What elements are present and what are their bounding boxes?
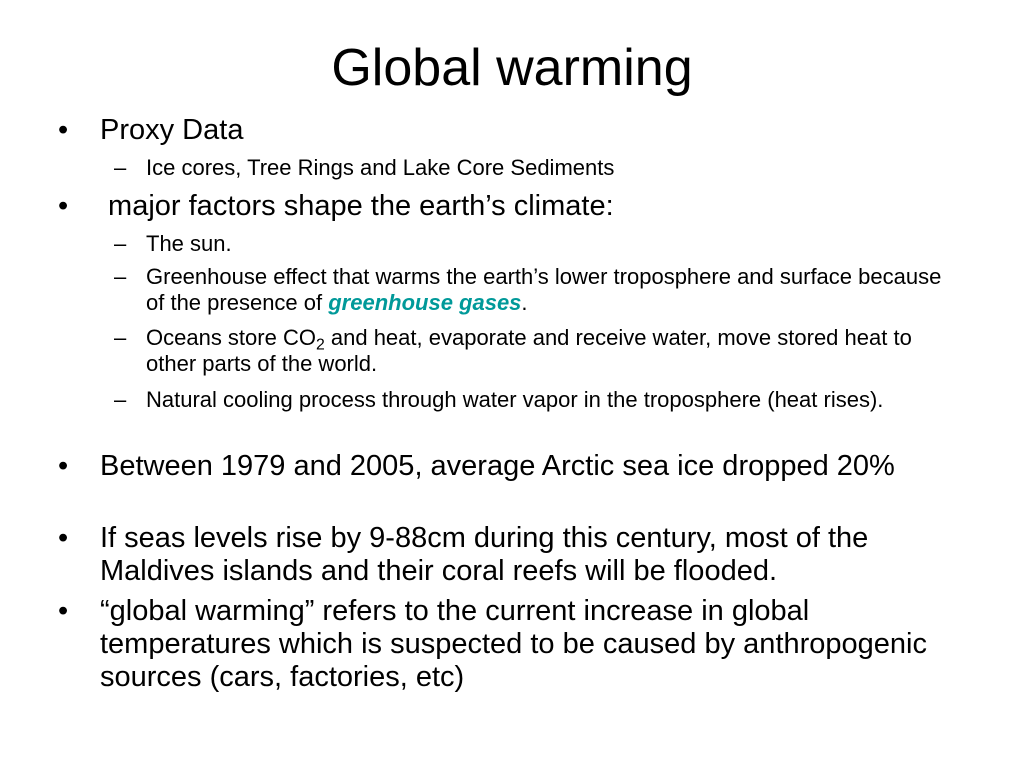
sub-item-text: Ice cores, Tree Rings and Lake Core Sediments — [146, 155, 615, 180]
sub-item-ice-cores — [114, 155, 976, 181]
bullet-marker: • — [58, 595, 69, 627]
sub-item-text: The sun. — [146, 231, 232, 256]
sub-item-natural-cooling — [114, 387, 964, 413]
sub-item-text — [146, 325, 964, 377]
slide-title: Global warming — [331, 39, 693, 97]
text-after: . — [521, 290, 528, 315]
bullet-text: If seas levels rise by 9-88cm during this century, most of the Maldives islands and their coral reefs will be flooded. — [100, 522, 869, 587]
bullet-marker: • — [58, 522, 69, 554]
bullet-text: “global warming” refers to the current increase in global temperatures which is suspected to be caused by anthropogenic sources (cars, factories, etc) — [100, 595, 927, 693]
co2-subscript: 2 — [315, 336, 325, 354]
dash-marker: – — [114, 231, 127, 256]
text-before: Greenhouse effect that warms the earth’s lower troposphere and surface because of the presence of — [146, 264, 942, 315]
bullet-text: Between 1979 and 2005, average Arctic sea ice dropped 20% — [100, 450, 895, 482]
bullet-item-major-factors — [58, 190, 980, 223]
bullet-item-arctic-ice — [58, 450, 980, 483]
dash-marker: – — [114, 387, 127, 412]
dash-marker: – — [114, 155, 127, 180]
bullet-item-proxy-data — [58, 114, 980, 147]
text-after: and heat, evaporate and receive water, move stored heat to other parts of the world. — [146, 325, 912, 376]
bullet-text: Proxy Data — [100, 114, 244, 146]
sub-item-oceans — [114, 325, 964, 377]
bullet-marker: • — [58, 450, 69, 482]
greenhouse-gases-highlight: greenhouse gases — [328, 290, 522, 315]
sub-item-text — [146, 264, 964, 316]
bullet-text: major factors shape the earth’s climate: — [100, 190, 614, 222]
bullet-marker: • — [58, 190, 69, 222]
bullet-marker: • — [58, 114, 69, 146]
text-before: Oceans store CO — [146, 325, 316, 350]
sub-item-greenhouse — [114, 264, 964, 316]
dash-marker: – — [114, 325, 127, 350]
sub-item-text: Natural cooling process through water vapor in the troposphere (heat rises). — [146, 387, 884, 412]
dash-marker: – — [114, 264, 127, 289]
bullet-item-definition — [58, 595, 980, 694]
sub-item-sun — [114, 231, 976, 257]
bullet-item-sea-levels — [58, 522, 980, 588]
